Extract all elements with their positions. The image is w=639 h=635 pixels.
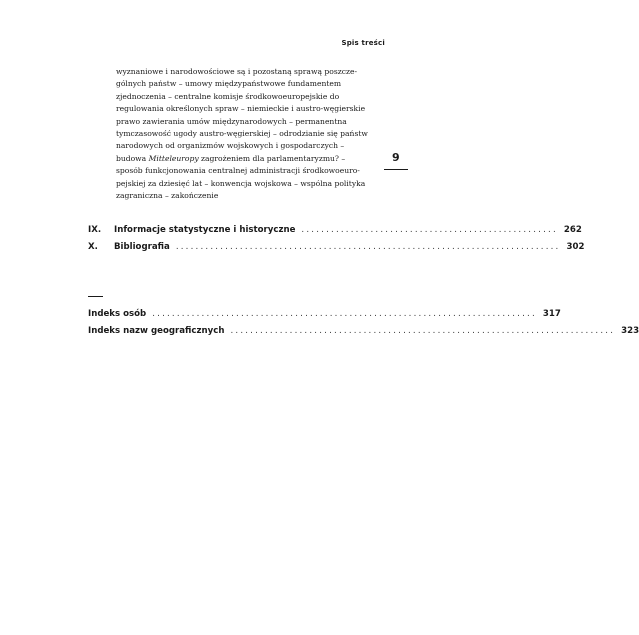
summary-line: regulowania określonych spraw – niemieckie i austro-węgierskie (116, 104, 366, 114)
running-header: Spis treści (341, 39, 385, 47)
summary-line: narodowych od organizmów wojskowych i gospodarczych – (116, 141, 345, 151)
chapter-title: Bibliografia (114, 242, 170, 252)
summary-line: prawo zawierania umów międzynarodowych – permanentna (116, 116, 347, 126)
chapter-page: 302 (566, 242, 585, 252)
index-page: 323 (621, 326, 639, 336)
summary-line: pejskiej za dziesięć lat – konwencja wojskowa – wspólna polityka (116, 178, 366, 188)
summary-line: sposób funkcjonowania centralnej administracji środkowoeuro- (116, 166, 360, 176)
index-page: 317 (542, 309, 561, 319)
summary-line: zagraniczna – zakończenie (116, 190, 219, 200)
leader-dots: .................................................... (301, 225, 558, 235)
summary-line: zjednoczenia – centralne komisje środkowoeuropejskie do (116, 91, 340, 101)
index-title: Indeks osób (88, 309, 147, 319)
toc-entry-chapter-ix[interactable] (88, 225, 582, 235)
index-title: Indeks nazw geograficznych (88, 326, 225, 336)
chapter-number: X. (88, 242, 98, 252)
page-number: 9 (392, 151, 400, 164)
section-separator (88, 296, 103, 297)
summary-line-italic (116, 153, 376, 165)
leader-dots: .............................................................................. (230, 326, 616, 336)
toc-entry-index-persons[interactable] (88, 309, 561, 319)
summary-line: tymczasowość ugody austro-węgierskiej – odrodzianie się państw (116, 128, 368, 138)
chapter-page: 262 (563, 225, 582, 235)
chapter-summary-text (116, 66, 376, 202)
italic-term: Mitteleuropy (148, 153, 199, 163)
summary-fragment: budowa (116, 153, 149, 163)
chapter-number: IX. (88, 225, 102, 235)
leader-dots: .............................................................................. (152, 309, 537, 319)
toc-entry-index-places[interactable] (88, 326, 639, 336)
summary-line: wyznaniowe i narodowościowe są i pozostaną sprawą poszcze- (116, 67, 358, 76)
leader-dots: .............................................................................. (175, 242, 561, 252)
chapter-title: Informacje statystyczne i historyczne (114, 225, 296, 235)
toc-entry-chapter-x[interactable] (88, 242, 585, 252)
summary-fragment: zagrożeniem dla parlamentaryzmu? – (198, 153, 346, 163)
page-number-rule (384, 169, 408, 170)
summary-line: gólnych państw – umowy międzypaństwowe fundamentem (116, 79, 342, 89)
